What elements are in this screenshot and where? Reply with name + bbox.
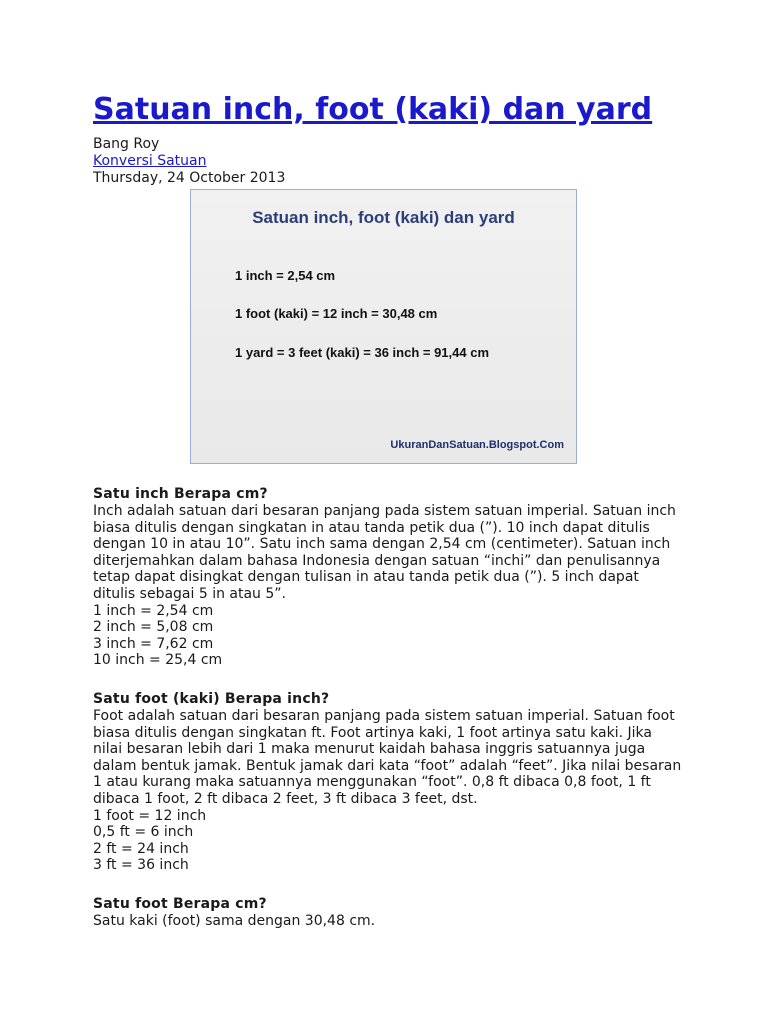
section-body: Inch adalah satuan dari besaran panjang pada sistem satuan imperial. Satuan inch biasa ditulis dengan singkatan in atau tanda petik dua (”). 10 inch dapat ditulis dengan 10 in atau 10”. Satu inch sama dengan 2,54 cm (centimeter). Satuan inch diterjemahkan dalam bahasa Indonesia dengan satuan “inchi” dan penulisannya tetap dapat disingkat dengan tulisan in atau tanda petik dua (”). 5 inch dapat ditulis sebagai 5 in atau 5”.	[93, 503, 676, 602]
article	[93, 90, 693, 929]
section-heading: Satu inch Berapa cm?	[93, 486, 268, 502]
conversion-line: 2 inch = 5,08 cm	[93, 619, 214, 636]
conversion-line: 3 ft = 36 inch	[93, 857, 189, 874]
article-meta	[93, 136, 693, 187]
conversion-line: 2 ft = 24 inch	[93, 840, 189, 857]
section-heading: Satu foot (kaki) Berapa inch?	[93, 690, 330, 707]
category-link[interactable]: Konversi Satuan	[93, 153, 207, 169]
hero-line-yard: 1 yard = 3 feet (kaki) = 36 inch = 91,44 cm	[235, 345, 490, 360]
section-foot-to-cm	[93, 896, 693, 930]
conversion-line: 1 inch = 2,54 cm	[93, 602, 214, 619]
hero-image	[190, 189, 577, 464]
hero-line-foot: 1 foot (kaki) = 12 inch = 30,48 cm	[235, 306, 438, 321]
hero-line-inch: 1 inch = 2,54 cm	[235, 268, 336, 283]
conversion-line: 3 inch = 7,62 cm	[93, 635, 214, 652]
section-body: Satu kaki (foot) sama dengan 30,48 cm.	[93, 912, 376, 929]
conversion-line: 10 inch = 25,4 cm	[93, 652, 223, 669]
article-title[interactable]: Satuan inch, foot (kaki) dan yard	[93, 92, 653, 127]
section-heading: Satu foot Berapa cm?	[93, 895, 267, 912]
section-body: Foot adalah satuan dari besaran panjang pada sistem satuan imperial. Satuan foot biasa ditulis dengan singkatan ft. Foot artinya kaki, 1 foot artinya satu kaki. Jika nilai besaran lebih dari 1 maka menurut kaidah bahasa inggris satuannya juga dalam bentuk jamak. Bentuk jamak dari kata “foot” adalah “feet”. Jika nilai besaran 1 atau kurang maka satuannya menggunakan “foot”. 0,8 ft dibaca 0,8 foot, 1 ft dibaca 1 foot, 2 ft dibaca 2 feet, 3 ft dibaca 3 feet, dst.	[93, 707, 682, 807]
hero-watermark: UkuranDanSatuan.Blogspot.Com	[390, 439, 564, 451]
conversion-line: 0,5 ft = 6 inch	[93, 824, 194, 841]
section-foot-to-inch	[93, 691, 693, 874]
author-name: Bang Roy	[93, 136, 160, 152]
section-inch-to-cm	[93, 486, 693, 669]
publish-date: Thursday, 24 October 2013	[93, 170, 286, 186]
hero-title: Satuan inch, foot (kaki) dan yard	[252, 208, 515, 227]
conversion-line: 1 foot = 12 inch	[93, 807, 207, 824]
